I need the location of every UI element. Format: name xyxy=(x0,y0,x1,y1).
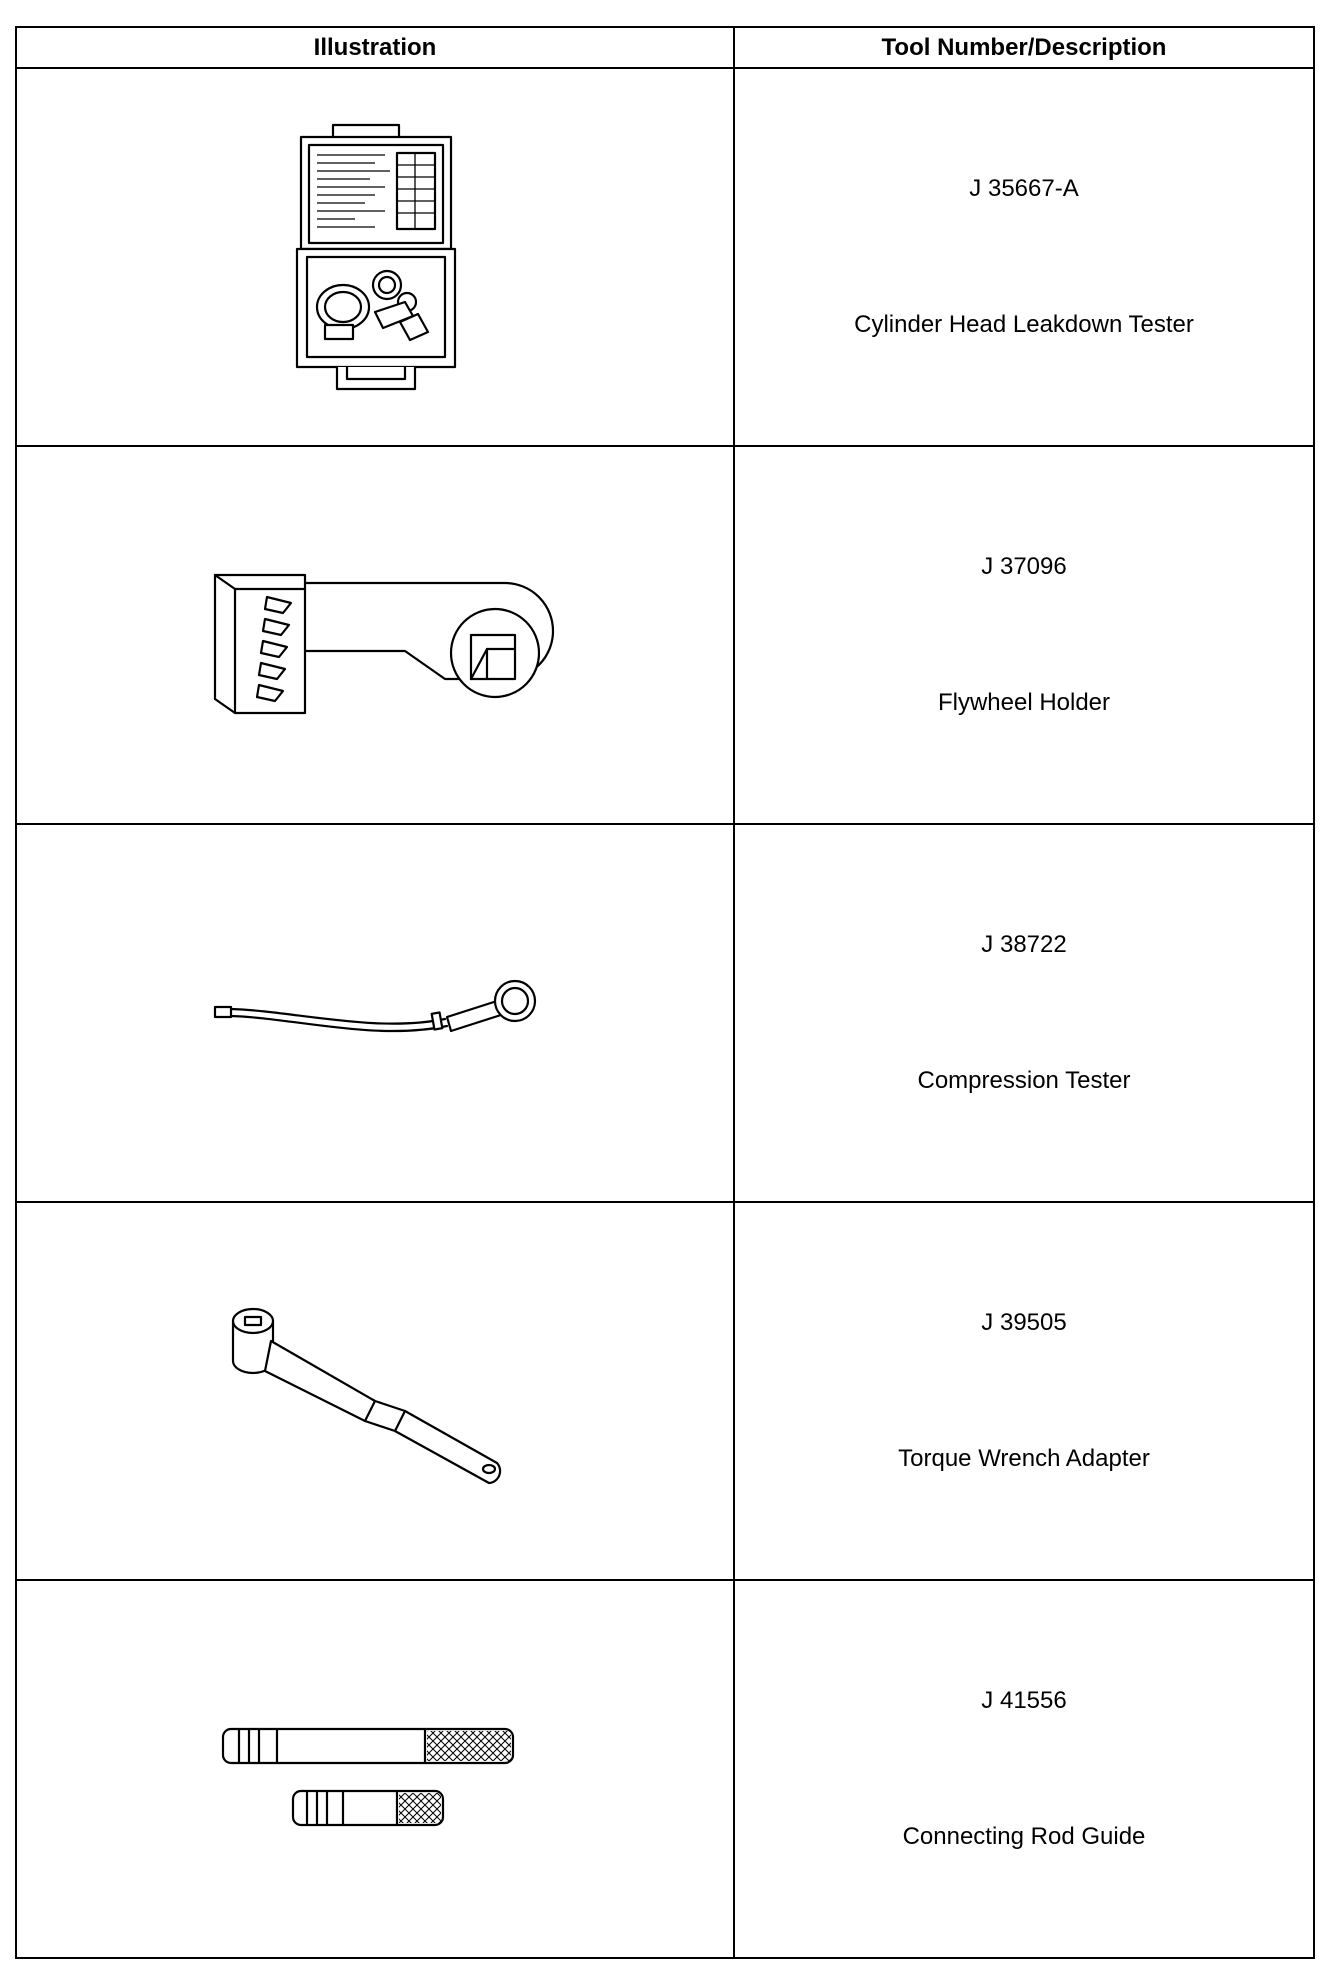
tool-number: J 38722 xyxy=(981,931,1067,958)
connecting-rod-guide-icon xyxy=(205,1689,545,1849)
special-tools-table xyxy=(15,26,1315,1959)
compression-tester-icon xyxy=(195,963,555,1063)
tool-number: J 35667-A xyxy=(969,175,1079,202)
table-row xyxy=(16,1202,1314,1580)
leakdown-tester-case-icon xyxy=(225,117,525,397)
tool-description-cell xyxy=(734,1202,1314,1580)
header-row xyxy=(16,27,1314,68)
tool-description: Flywheel Holder xyxy=(937,689,1111,716)
tool-description: Cylinder Head Leakdown Tester xyxy=(854,311,1194,338)
header-tool-number-description: Tool Number/Description xyxy=(734,27,1314,68)
tool-number: J 41556 xyxy=(981,1687,1067,1714)
illustration-cell xyxy=(16,1580,734,1958)
table-row xyxy=(16,68,1314,446)
table-row xyxy=(16,1580,1314,1958)
tool-description: Compression Tester xyxy=(917,1067,1131,1094)
illustration-cell xyxy=(16,446,734,824)
tool-number: J 37096 xyxy=(981,553,1067,580)
tool-description-cell xyxy=(734,1580,1314,1958)
table-row xyxy=(16,446,1314,824)
tool-description-cell xyxy=(734,824,1314,1202)
illustration-cell xyxy=(16,68,734,446)
tool-description: Connecting Rod Guide xyxy=(902,1823,1146,1850)
illustration-cell xyxy=(16,1202,734,1580)
header-illustration: Illustration xyxy=(16,27,734,68)
tool-description-cell xyxy=(734,68,1314,446)
tool-description-cell xyxy=(734,446,1314,824)
tool-description: Torque Wrench Adapter xyxy=(898,1445,1150,1472)
flywheel-holder-icon xyxy=(195,535,555,735)
illustration-cell xyxy=(16,824,734,1202)
torque-wrench-adapter-icon xyxy=(205,1281,545,1501)
table-row xyxy=(16,824,1314,1202)
tool-number: J 39505 xyxy=(981,1309,1067,1336)
